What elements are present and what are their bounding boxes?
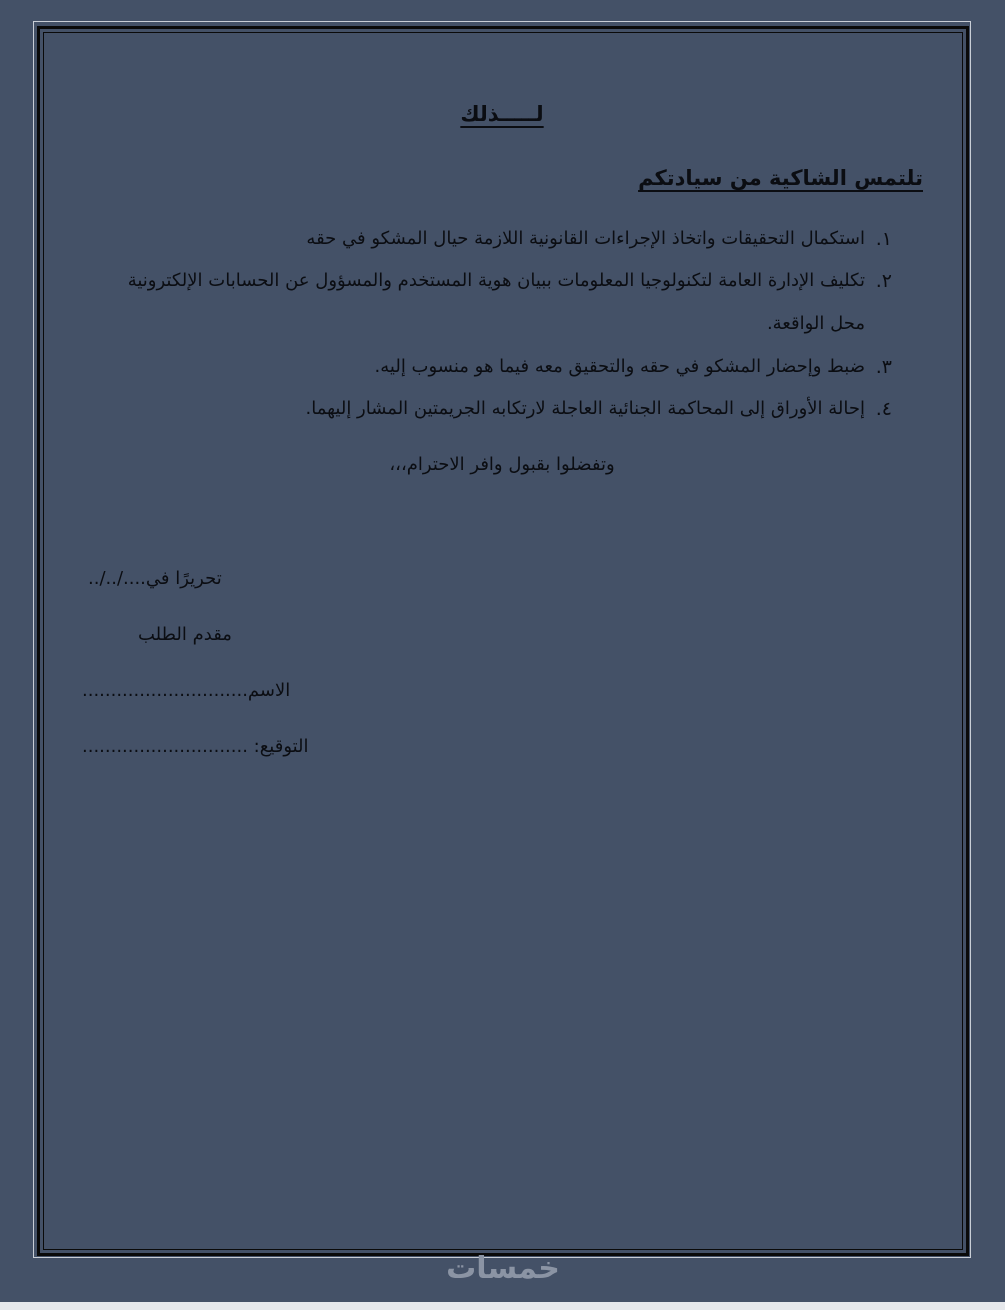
request-number: ٢. bbox=[875, 270, 892, 292]
request-text-continued: محل الواقعة. bbox=[766, 313, 865, 334]
request-number: ٣. bbox=[875, 356, 892, 378]
request-text: استكمال التحقيقات واتخاذ الإجراءات القانونية اللازمة حيال المشكو في حقه bbox=[306, 228, 865, 249]
request-text: إحالة الأوراق إلى المحاكمة الجنائية العاجلة لارتكابه الجريمتين المشار إليهما. bbox=[305, 398, 865, 419]
signature-line: التوقيع: ............................. bbox=[82, 736, 309, 757]
closing-line: وتفضلوا بقبول وافر الاحترام،،، bbox=[389, 454, 615, 475]
request-text: تكليف الإدارة العامة لتكنولوجيا المعلومات ببيان هوية المستخدم والمسؤول عن الحسابات الإلكترونية bbox=[127, 270, 865, 291]
request-text: ضبط وإحضار المشكو في حقه والتحقيق معه فيما هو منسوب إليه. bbox=[374, 356, 865, 377]
request-number: ١. bbox=[875, 228, 892, 250]
document-subheading: تلتمس الشاكية من سيادتكم bbox=[638, 166, 923, 190]
document-heading: لـــــذلك bbox=[460, 102, 544, 126]
applicant-label: مقدم الطلب bbox=[138, 624, 232, 645]
date-line: تحريرًا في..../../.. bbox=[88, 568, 222, 589]
request-number: ٤. bbox=[875, 398, 892, 420]
name-line: الاسم............................. bbox=[82, 680, 291, 701]
watermark-logo: خمسات bbox=[446, 1251, 560, 1286]
